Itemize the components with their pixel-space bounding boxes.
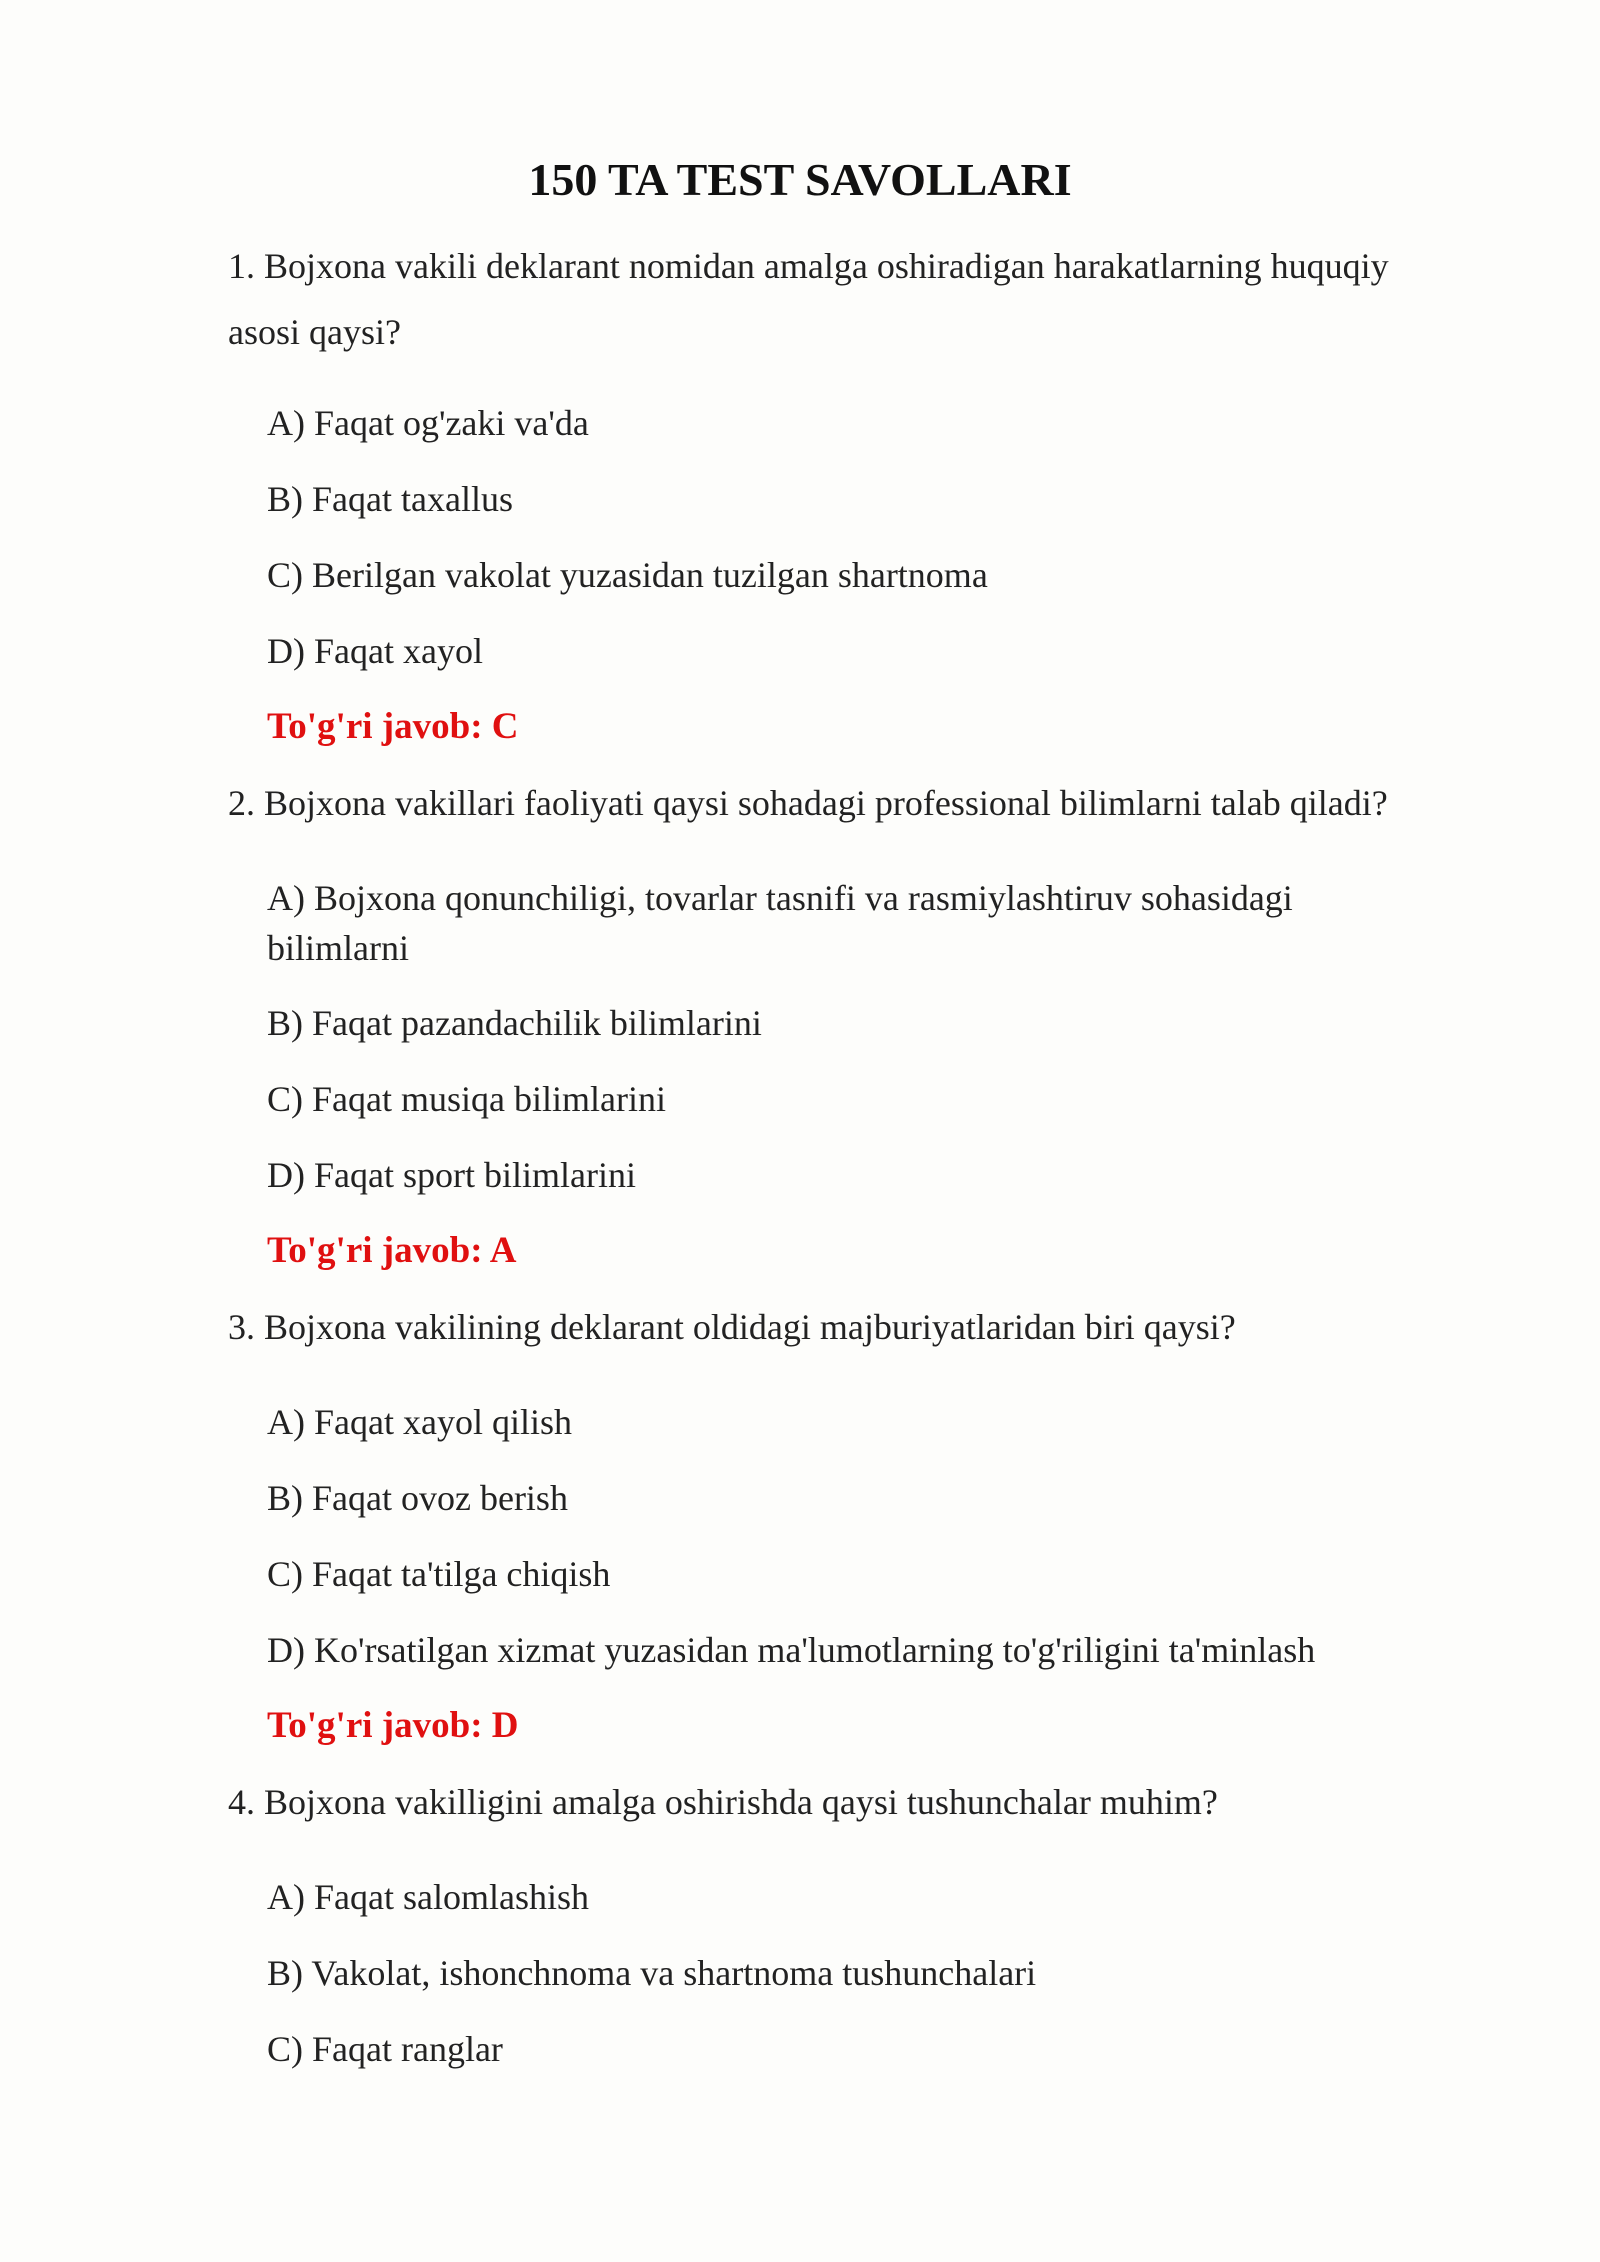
q1-option-a: A) Faqat og'zaki va'da [267, 403, 589, 443]
q3-correct-answer: To'g'ri javob: D [267, 1705, 519, 1746]
q2-option-c: C) Faqat musiqa bilimlarini [267, 1079, 666, 1119]
q1-option-c: C) Berilgan vakolat yuzasidan tuzilgan shartnoma [267, 555, 988, 595]
q4-option-a: A) Faqat salomlashish [267, 1877, 589, 1917]
q3-option-d: D) Ko'rsatilgan xizmat yuzasidan ma'lumotlarning to'g'riligini ta'minlash [267, 1630, 1316, 1670]
q3-option-c: C) Faqat ta'tilga chiqish [267, 1554, 611, 1594]
q4-option-c: C) Faqat ranglar [267, 2029, 503, 2069]
q2-option-d: D) Faqat sport bilimlarini [267, 1155, 636, 1195]
q1-option-b: B) Faqat taxallus [267, 479, 513, 519]
page-title: 150 TA TEST SAVOLLARI [528, 154, 1072, 205]
q3-option-a: A) Faqat xayol qilish [267, 1402, 572, 1442]
question-1: 1. Bojxona vakili deklarant nomidan amalga oshiradigan harakatlarning huquqiy asosi qaysi? [228, 246, 1389, 352]
q2-correct-answer: To'g'ri javob: A [267, 1230, 517, 1271]
q4-option-b: B) Vakolat, ishonchnoma va shartnoma tushunchalari [267, 1953, 1037, 1993]
q3-option-b: B) Faqat ovoz berish [267, 1478, 568, 1518]
q1-correct-answer: To'g'ri javob: C [267, 706, 519, 747]
q1-option-d: D) Faqat xayol [267, 631, 483, 671]
question-4: 4. Bojxona vakilligini amalga oshirishda qaysi tushunchalar muhim? [228, 1782, 1218, 1822]
q2-option-a: A) Bojxona qonunchiligi, tovarlar tasnifi va rasmiylashtiruv sohasidagi bilimlarni [267, 878, 1293, 968]
question-2: 2. Bojxona vakillari faoliyati qaysi sohadagi professional bilimlarni talab qiladi? [228, 783, 1388, 823]
q2-option-b: B) Faqat pazandachilik bilimlarini [267, 1003, 762, 1043]
question-3: 3. Bojxona vakilining deklarant oldidagi majburiyatlaridan biri qaysi? [228, 1307, 1236, 1347]
